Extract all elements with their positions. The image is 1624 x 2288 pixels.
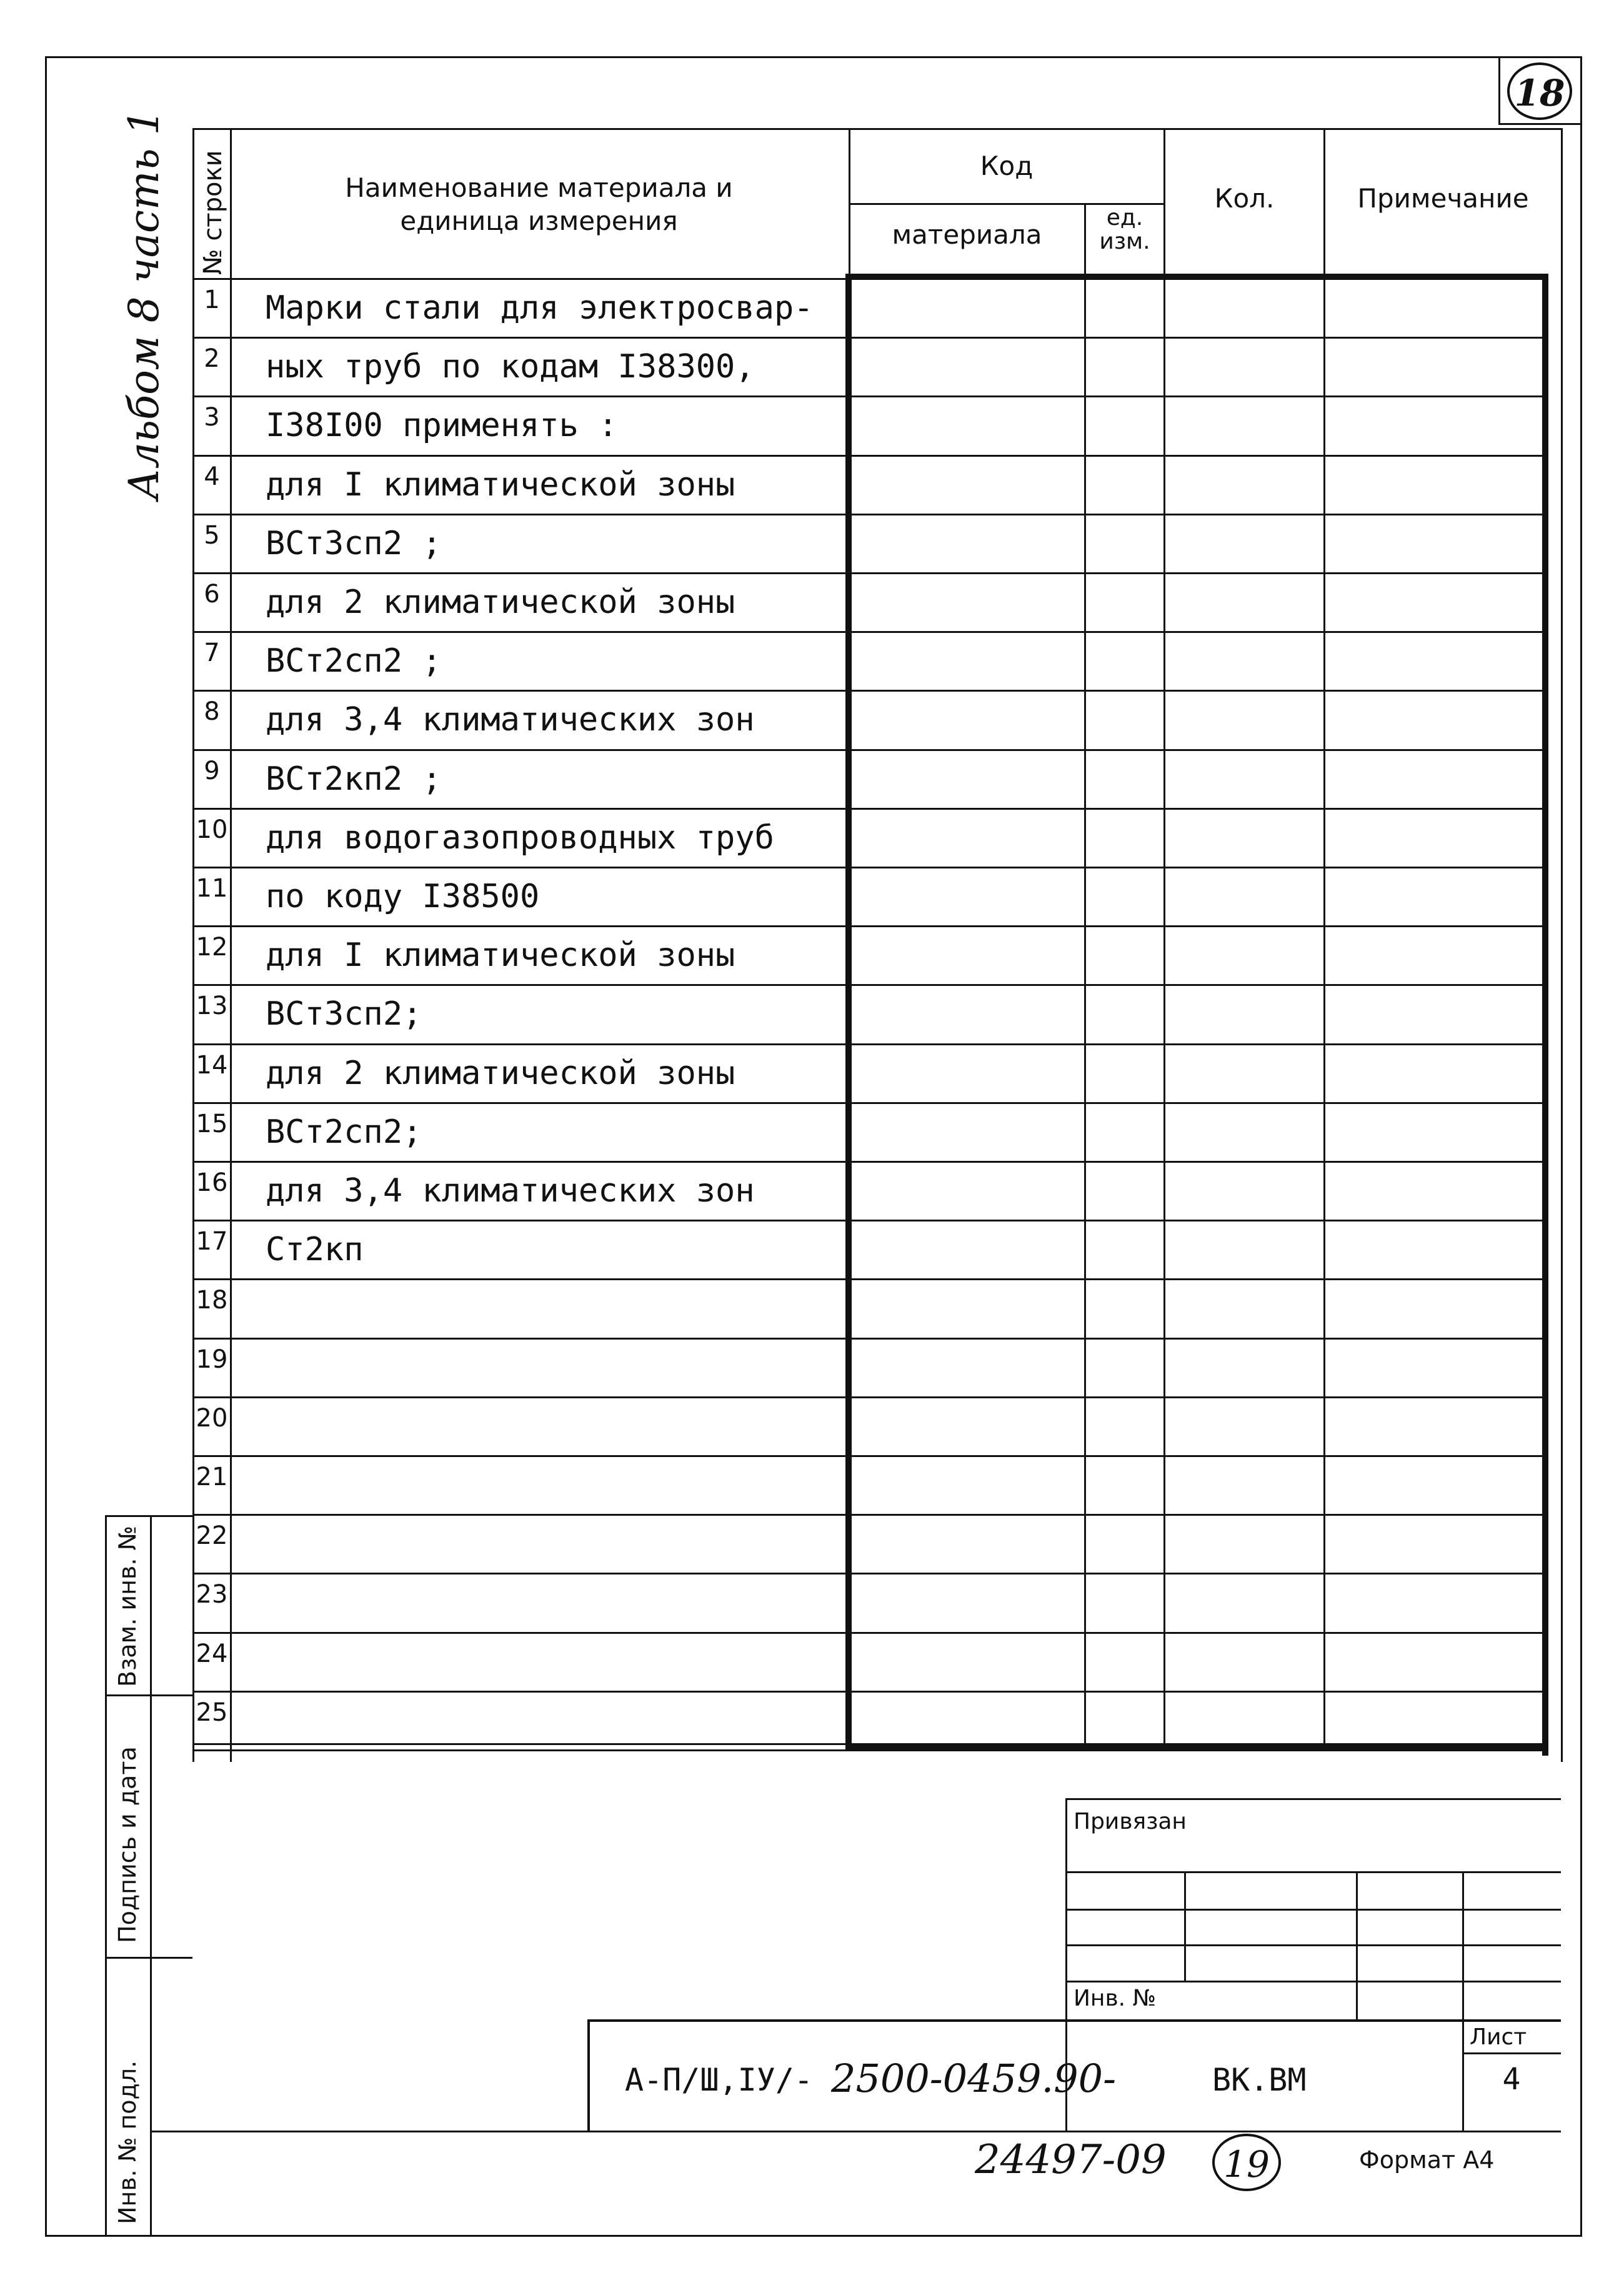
- bound-col3: [1462, 1871, 1464, 2021]
- header-code: Код: [980, 151, 1034, 181]
- header-code-unit-line1: ед.: [1106, 205, 1143, 231]
- row-separator: [192, 1220, 1548, 1221]
- stamp-inv-original: Инв. № подл.: [114, 2060, 141, 2224]
- row-number: 1: [204, 286, 220, 314]
- row-separator: [192, 867, 1548, 868]
- row-material-text: для 2 климатической зоны: [266, 584, 735, 621]
- sheet-label: Лист: [1470, 2024, 1527, 2050]
- row-separator: [192, 1161, 1548, 1163]
- row-material-text: для I климатической зоны: [266, 465, 735, 504]
- body-bottom: [150, 2131, 1561, 2132]
- row-separator: [192, 690, 1548, 692]
- bound-label: Привязан: [1074, 1809, 1187, 1834]
- row-material-text: ных труб по кодам I38300,: [266, 348, 755, 386]
- stamp-replace-inv: Взам. инв. №: [114, 1525, 141, 1687]
- row-number: 15: [196, 1109, 228, 1138]
- row-number: 4: [204, 462, 220, 491]
- row-separator: [192, 749, 1548, 751]
- row-number: 18: [196, 1286, 228, 1315]
- doc-code-handwritten: 2500-0459.90-: [831, 2056, 1117, 2101]
- row-separator: [192, 455, 1548, 457]
- row-material-text: I38I00 применять :: [266, 407, 618, 445]
- row-separator: [192, 1573, 1548, 1574]
- header-code-unit-line2: изм.: [1099, 228, 1150, 254]
- sheet-label-line: [1462, 2052, 1561, 2054]
- row-number: 17: [196, 1227, 228, 1256]
- row-separator: [192, 1396, 1548, 1398]
- row-number: 16: [196, 1168, 228, 1197]
- row-material-text: по коду I38500: [266, 878, 540, 915]
- doc-code-suffix: ВК.ВМ: [1212, 2062, 1307, 2098]
- sheet-number-circle: 18: [1507, 62, 1572, 120]
- sheet-value: 4: [1502, 2062, 1521, 2097]
- header-name: [231, 172, 847, 237]
- row-separator: [192, 1455, 1548, 1457]
- stamp-div2: [105, 1957, 192, 1959]
- row-number: 14: [196, 1050, 228, 1080]
- album-note: Альбом 8 часть 1: [120, 109, 168, 500]
- row-number: 5: [204, 520, 220, 550]
- col-code-material: [1084, 203, 1086, 1749]
- row-number: 23: [196, 1580, 228, 1609]
- table-bottom-thin: [192, 1743, 849, 1745]
- row-number: 21: [196, 1463, 228, 1491]
- row-material-text: ВСт3сп2 ;: [266, 524, 442, 562]
- footer-number: 24497-09: [975, 2137, 1167, 2183]
- header-code-material: материала: [892, 219, 1042, 250]
- row-separator: [192, 572, 1548, 574]
- header-qty: Кол.: [1214, 183, 1275, 214]
- col-rownum: [230, 128, 232, 1762]
- row-separator: [192, 395, 1548, 397]
- bound-col1: [1184, 1871, 1186, 1982]
- row-material-text: Ст2кп: [266, 1231, 364, 1269]
- row-separator: [192, 1102, 1548, 1104]
- row-separator: [192, 1043, 1548, 1045]
- row-separator: [192, 631, 1548, 633]
- row-number: 19: [196, 1345, 228, 1374]
- col-right: [1542, 274, 1548, 1756]
- row-number: 2: [204, 344, 220, 374]
- row-separator: [192, 1514, 1548, 1516]
- row-material-text: для водогазопроводных труб: [266, 818, 774, 857]
- row-number: 9: [204, 756, 220, 785]
- row-separator: [192, 1338, 1548, 1340]
- stamp-div1: [105, 1694, 192, 1696]
- table-bottom: [845, 1743, 1548, 1749]
- row-material-text: для I климатической зоны: [266, 937, 735, 975]
- footer-circle: 19: [1212, 2134, 1281, 2191]
- row-number: 7: [204, 639, 220, 668]
- col-qty: [1323, 128, 1325, 1749]
- row-material-text: ВСт2сп2;: [266, 1113, 422, 1151]
- row-number: 8: [204, 697, 220, 727]
- bound-line3: [1065, 1944, 1561, 1946]
- row-separator: [192, 925, 1548, 927]
- row-separator: [192, 1278, 1548, 1280]
- table-top: [192, 128, 1561, 130]
- bound-line2: [1065, 1909, 1561, 1911]
- row-material-text: ВСт2кп2 ;: [266, 760, 442, 798]
- row-material-text: ВСт3сп2;: [266, 995, 422, 1033]
- row-separator: [192, 984, 1548, 986]
- row-number: 12: [196, 933, 228, 962]
- row-material-text: для 3,4 климатических зон: [266, 701, 755, 739]
- bound-line1: [1065, 1871, 1561, 1873]
- col-right-hdr: [1561, 128, 1563, 1762]
- row-number: 10: [196, 815, 228, 844]
- row-number: 3: [204, 403, 220, 432]
- row-number: 20: [196, 1403, 228, 1433]
- row-material-text: для 2 климатической зоны: [266, 1054, 735, 1092]
- row-material-text: ВСт2сп2 ;: [266, 642, 442, 680]
- row-separator: [192, 1749, 1548, 1751]
- stamp-left: [105, 1515, 107, 2237]
- header-row-no: № строки: [199, 150, 227, 275]
- col-code: [1163, 128, 1165, 1749]
- inv-no-label: Инв. №: [1074, 1986, 1157, 2011]
- header-bottom: [192, 278, 850, 280]
- row-separator: [192, 808, 1548, 810]
- stamp-top: [105, 1515, 192, 1517]
- row-material-text: для 3,4 климатических зон: [266, 1172, 755, 1210]
- row-number: 13: [196, 992, 228, 1021]
- row-separator: [192, 337, 1548, 339]
- stamp-signature-date: Подпись и дата: [114, 1746, 141, 1943]
- header-name-line1: Наименование материала и: [345, 172, 733, 203]
- bound-col2: [1356, 1871, 1358, 2021]
- row-separator: [192, 1691, 1548, 1693]
- row-number: 25: [196, 1698, 228, 1727]
- row-separator: [192, 1632, 1548, 1634]
- header-bottom-thick: [849, 274, 1548, 280]
- stamp-inner: [150, 1515, 152, 2237]
- header-name-line2: единица измерения: [400, 205, 678, 236]
- header-code-unit: [1086, 206, 1163, 254]
- row-number: 24: [196, 1639, 228, 1668]
- row-material-text: Марки стали для электросвар-: [266, 289, 814, 327]
- bound-line4: [1065, 1981, 1561, 1982]
- row-number: 11: [196, 874, 228, 903]
- doc-code-printed: А-П/Ш,IУ/-: [625, 2062, 814, 2098]
- header-note: Примечание: [1357, 183, 1529, 214]
- row-separator: [192, 514, 1548, 515]
- col-name-right: [845, 274, 852, 1749]
- format-label: Формат А4: [1359, 2146, 1495, 2174]
- row-number: 22: [196, 1521, 228, 1551]
- row-number: 6: [204, 580, 220, 609]
